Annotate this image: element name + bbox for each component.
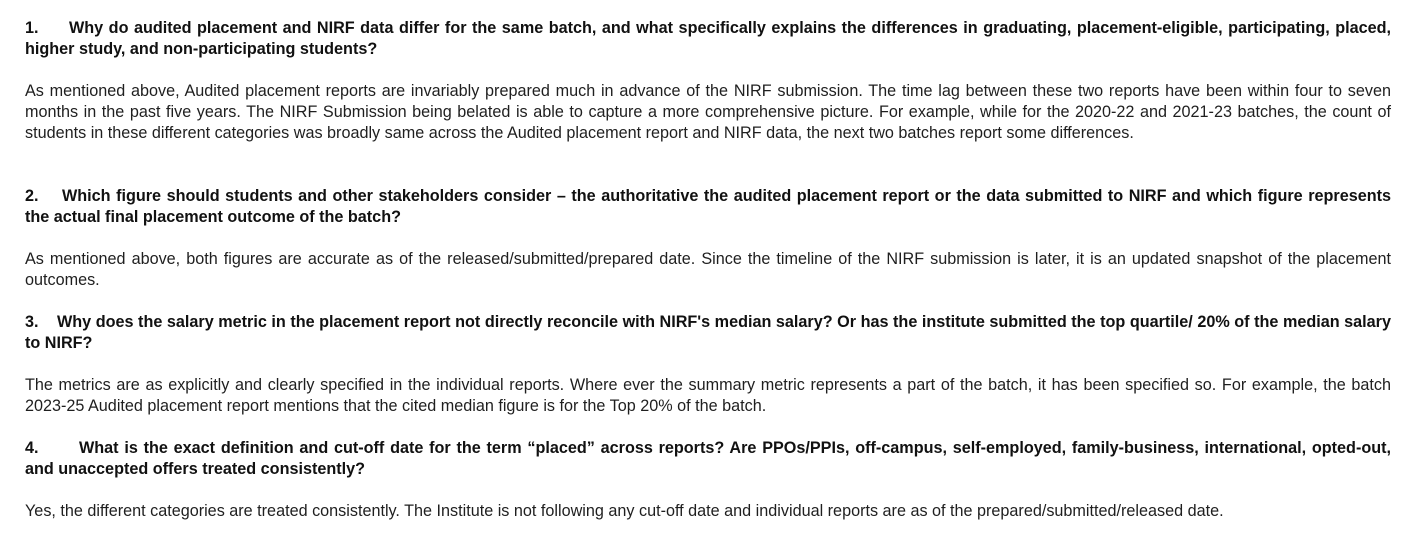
faq-answer-block-1 xyxy=(25,81,1391,144)
faq-answer-2: As mentioned above, both figures are accurate as of the released/submitted/prepared date. Since the timeline of the NIRF submission is later, it is an updated snapshot of the placement outcomes. xyxy=(25,250,1391,289)
faq-answer-block-4 xyxy=(25,501,1391,522)
faq-item-3 xyxy=(25,312,1391,354)
faq-answer-1: As mentioned above, Audited placement reports are invariably prepared much in advance of the NIRF submission. The time lag between these two reports have been within four to seven months in the past five years. The NIRF Submission being belated is able to capture a more comprehensive picture. For example, while for the 2020-22 and 2021-23 batches, the count of students in these different categories was broadly same across the Audited placement report and NIRF data, the next two batches report some differences. xyxy=(25,82,1391,142)
faq-question-text: What is the exact definition and cut-off date for the term “placed” across reports? Are PPOs/PPIs, off-campus, self-employed, family-business, international, opted-out, and unaccepted offers treated consistently? xyxy=(25,439,1391,478)
faq-question-1 xyxy=(25,18,1391,60)
faq-question-number: 1. xyxy=(25,19,39,37)
faq-question-text: Why does the salary metric in the placement report not directly reconcile with NIRF's median salary? Or has the institute submitted the top quartile/ 20% of the median salary to NIRF? xyxy=(25,313,1391,352)
faq-question-2 xyxy=(25,186,1391,228)
faq-question-3 xyxy=(25,312,1391,354)
faq-question-number: 3. xyxy=(25,313,39,331)
faq-item-1 xyxy=(25,18,1391,60)
faq-answer-3: The metrics are as explicitly and clearly specified in the individual reports. Where ever the summary metric represents a part of the batch, it has been specified so. For example, the batch 2023-25 Audited placement report mentions that the cited median figure is for the Top 20% of the batch. xyxy=(25,376,1391,415)
faq-question-text: Which figure should students and other stakeholders consider – the authoritative the audited placement report or the data submitted to NIRF and which figure represents the actual final placement outcome of the batch? xyxy=(25,187,1391,226)
faq-question-4 xyxy=(25,438,1391,480)
faq-question-number: 4. xyxy=(25,439,39,457)
faq-question-text: Why do audited placement and NIRF data differ for the same batch, and what specifically explains the differences in graduating, placement-eligible, participating, placed, higher study, and non-participating students? xyxy=(25,19,1391,58)
faq-answer-block-3 xyxy=(25,375,1391,417)
faq-answer-4: Yes, the different categories are treated consistently. The Institute is not following any cut-off date and individual reports are as of the prepared/submitted/released date. xyxy=(25,502,1224,520)
faq-answer-block-2 xyxy=(25,249,1391,291)
faq-item-2 xyxy=(25,186,1391,228)
faq-item-4 xyxy=(25,438,1391,480)
faq-question-number: 2. xyxy=(25,187,39,205)
